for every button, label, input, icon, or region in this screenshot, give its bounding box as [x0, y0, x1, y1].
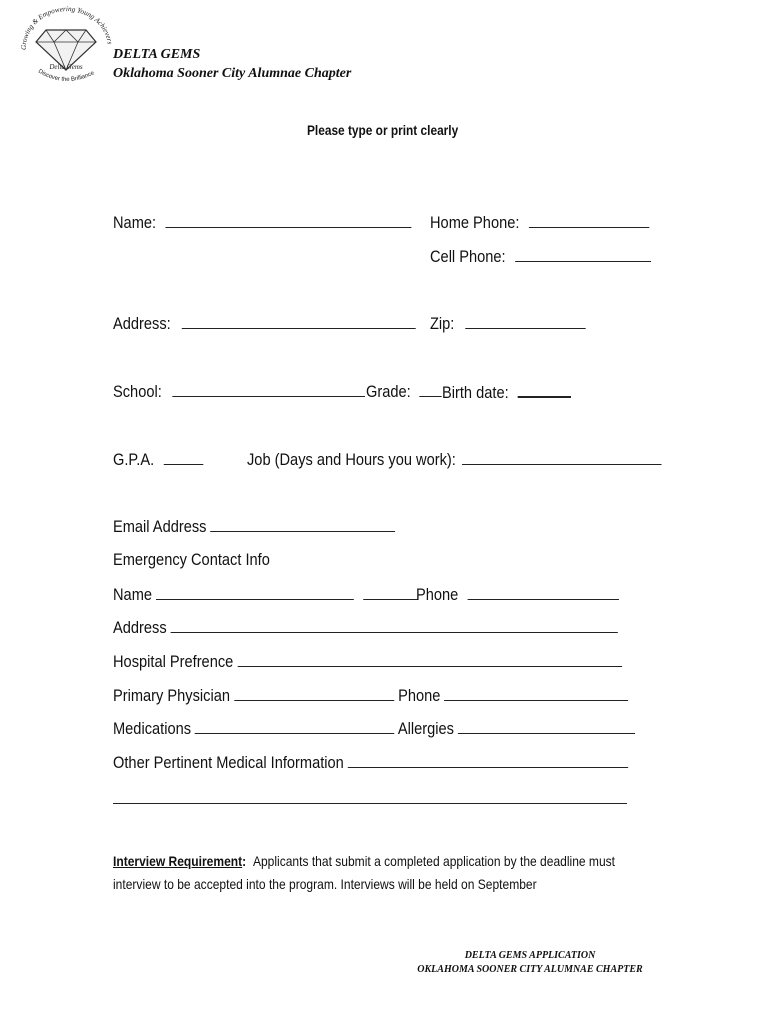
emergency-phone-label: Phone	[416, 585, 459, 604]
email-blank[interactable]	[211, 516, 396, 532]
emergency-address-label: Address	[113, 618, 167, 637]
name-blank[interactable]	[165, 212, 411, 228]
interview-text-1: Applicants that submit a completed application by the deadline must	[252, 853, 616, 869]
footer-line-2: OKLAHOMA SOONER CITY ALUMNAE CHAPTER	[417, 964, 643, 975]
other-medical-blank[interactable]	[348, 752, 628, 768]
email-field[interactable]	[113, 516, 395, 537]
form-instruction: Please type or print clearly	[307, 123, 459, 138]
emergency-address-blank[interactable]	[171, 617, 618, 633]
interview-colon: :	[242, 853, 247, 869]
school-blank[interactable]	[173, 381, 366, 397]
interview-label: Interview Requirement	[113, 853, 243, 869]
birth-date-field[interactable]	[442, 381, 571, 403]
emergency-name-blank-2[interactable]	[363, 584, 418, 600]
name-field[interactable]	[113, 212, 411, 233]
school-field[interactable]	[113, 381, 365, 402]
grade-field[interactable]	[366, 381, 441, 402]
allergies-label: Allergies	[397, 719, 454, 738]
physician-phone-label: Phone	[398, 686, 441, 705]
logo-motto: Growing & Empowering Young Achievers	[19, 6, 114, 51]
address-field[interactable]	[113, 313, 416, 334]
email-label: Email Address	[113, 517, 207, 536]
emergency-phone-blank[interactable]	[468, 584, 619, 600]
emergency-name-field[interactable]	[113, 584, 418, 605]
allergies-blank[interactable]	[458, 718, 635, 734]
birth-date-blank[interactable]	[518, 381, 571, 398]
other-medical-extra-line[interactable]	[113, 803, 627, 804]
physician-blank[interactable]	[234, 685, 394, 701]
interview-text-2: interview to be accepted into the program. Interviews will be held on September	[113, 876, 537, 892]
zip-blank[interactable]	[465, 313, 585, 329]
home-phone-field[interactable]	[430, 212, 649, 233]
other-medical-field[interactable]	[113, 752, 628, 773]
hospital-field[interactable]	[113, 651, 622, 672]
medications-field[interactable]	[113, 718, 635, 739]
logo-name: Delta Gems	[49, 63, 83, 71]
birth-date-label: Birth date:	[442, 383, 509, 402]
emergency-name-label: Name	[113, 585, 153, 604]
home-phone-label: Home Phone:	[430, 213, 520, 232]
cell-phone-label: Cell Phone:	[430, 247, 506, 266]
hospital-label: Hospital Prefrence	[113, 652, 234, 671]
physician-field[interactable]	[113, 685, 629, 706]
zip-label: Zip:	[430, 314, 455, 333]
name-label: Name:	[113, 213, 157, 232]
other-medical-label: Other Pertinent Medical Information	[113, 753, 344, 772]
emergency-name-blank[interactable]	[156, 584, 354, 600]
org-name: DELTA GEMS	[113, 47, 201, 62]
job-blank[interactable]	[462, 449, 662, 465]
zip-field[interactable]	[430, 313, 586, 334]
cell-phone-blank[interactable]	[515, 246, 651, 262]
job-label: Job (Days and Hours you work):	[247, 450, 456, 469]
home-phone-blank[interactable]	[529, 212, 649, 228]
hospital-blank[interactable]	[237, 651, 621, 667]
grade-blank[interactable]	[419, 381, 441, 397]
chapter-name: Oklahoma Sooner City Alumnae Chapter	[113, 66, 352, 81]
physician-label: Primary Physician	[113, 686, 231, 705]
gpa-blank[interactable]	[163, 449, 203, 465]
medications-label: Medications	[113, 719, 192, 738]
footer-line-1: DELTA GEMS APPLICATION	[464, 950, 596, 961]
grade-label: Grade:	[366, 382, 411, 401]
physician-phone-blank[interactable]	[444, 685, 628, 701]
gpa-label: G.P.A.	[113, 450, 155, 469]
gpa-field[interactable]	[113, 449, 203, 470]
emergency-address-field[interactable]	[113, 617, 618, 638]
address-blank[interactable]	[182, 313, 416, 329]
emergency-phone-field[interactable]	[416, 584, 619, 605]
interview-line-1	[113, 853, 615, 869]
medications-blank[interactable]	[195, 718, 395, 734]
delta-gems-logo	[16, 6, 116, 90]
logo-tagline: Discover the Brilliance	[36, 68, 96, 84]
cell-phone-field[interactable]	[430, 246, 651, 267]
school-label: School:	[113, 382, 162, 401]
emergency-heading: Emergency Contact Info	[113, 550, 270, 569]
address-label: Address:	[113, 314, 171, 333]
job-field[interactable]	[247, 449, 661, 470]
